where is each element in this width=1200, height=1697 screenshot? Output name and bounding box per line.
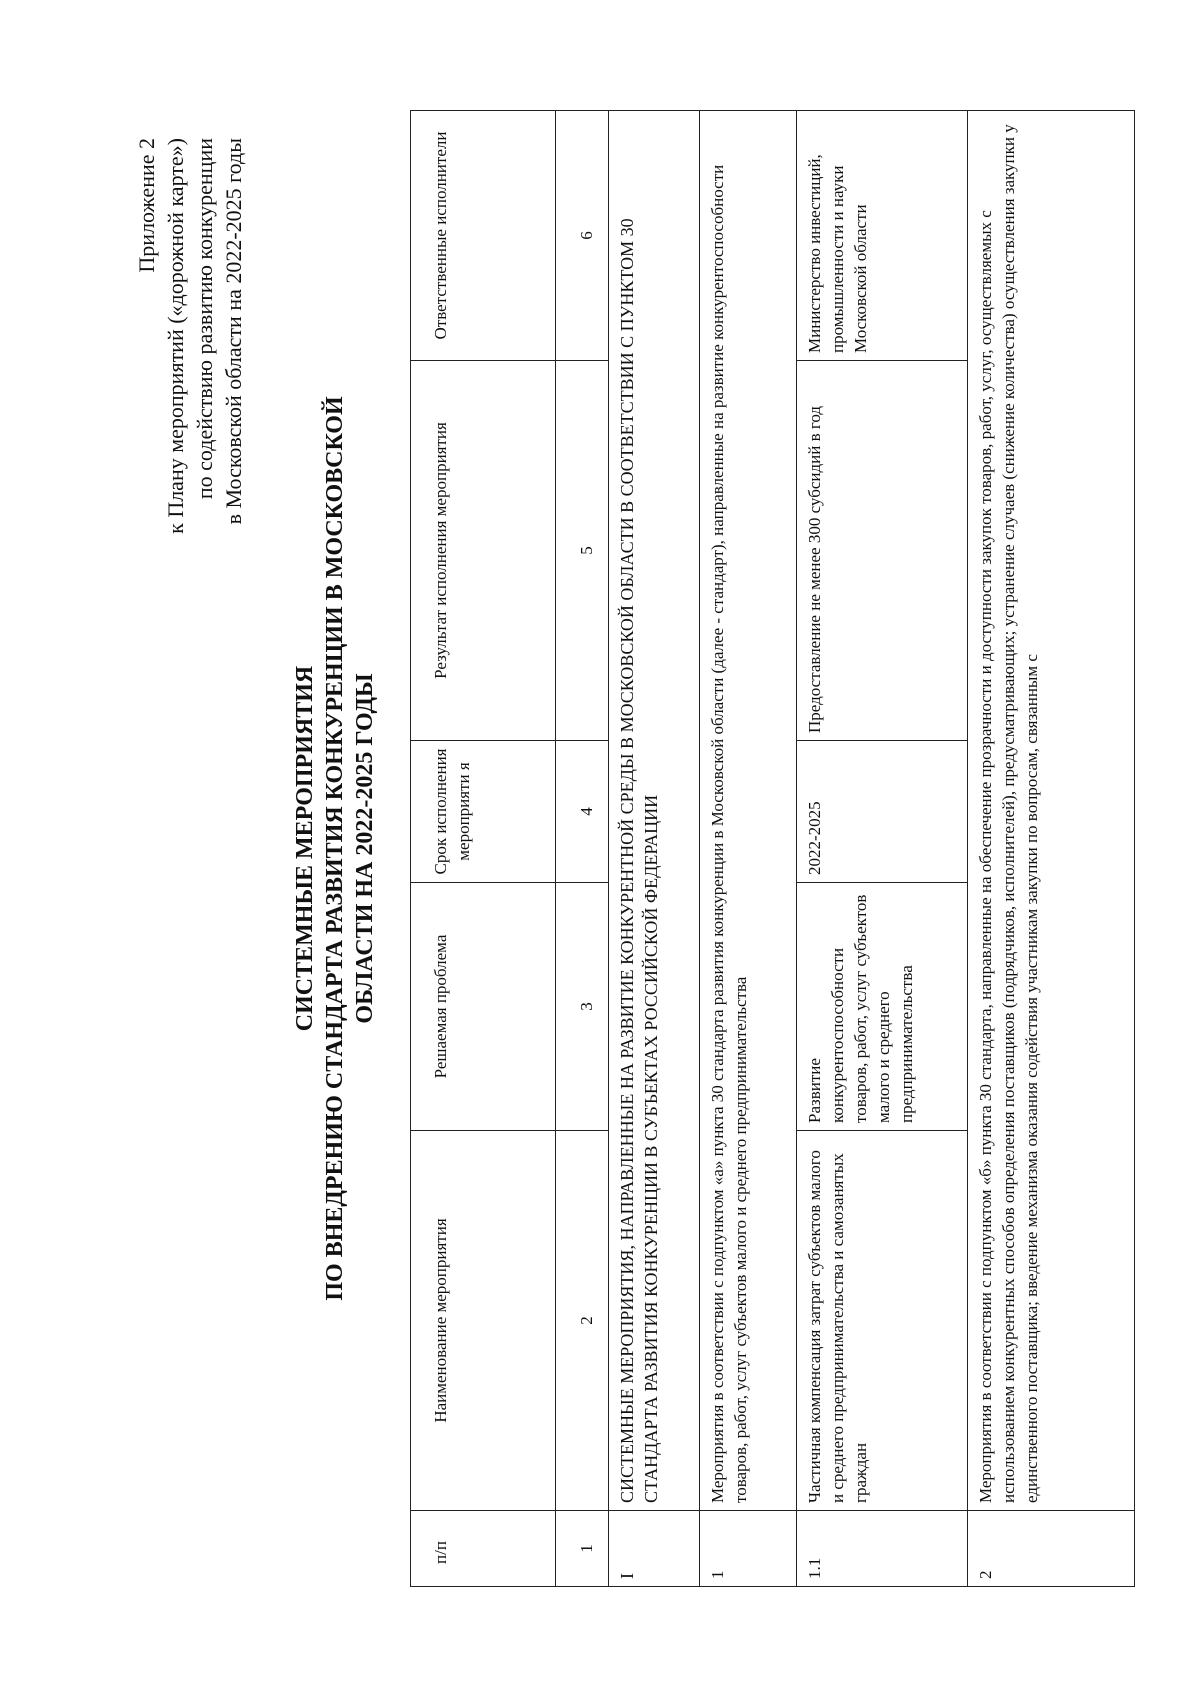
- document-title: [290, 0, 380, 1697]
- item-responsible: Министерство инвестиций, промышленности и науки Московской области: [797, 111, 968, 361]
- appendix-line-1: Приложение 2: [134, 138, 159, 273]
- column-number: 1: [556, 1511, 609, 1587]
- group-number: 2: [968, 1511, 1135, 1587]
- appendix-line-3: по содействию развитию конкуренции: [192, 138, 217, 500]
- measures-table: [410, 110, 1135, 1587]
- title-line-3: ОБЛАСТИ НА 2022-2025 ГОДЫ: [352, 673, 378, 1024]
- section-number: I: [609, 1511, 700, 1587]
- column-number: 5: [556, 361, 609, 741]
- header-result: Результат исполнения мероприятия: [411, 361, 556, 741]
- header-num: п/п: [411, 1511, 556, 1587]
- item-number: 1.1: [797, 1511, 968, 1587]
- group-row: [700, 111, 797, 1587]
- header-name: Наименование мероприятия: [411, 1131, 556, 1511]
- column-number: 6: [556, 111, 609, 361]
- appendix-line-2: к Плану мероприятий («дорожной карте»): [163, 138, 188, 534]
- item-name: Частичная компенсация затрат субъектов малого и среднего предпринимательства и самозанятых граждан: [797, 1131, 968, 1511]
- group-row: [968, 111, 1135, 1587]
- column-number: 4: [556, 741, 609, 883]
- column-number: 3: [556, 883, 609, 1131]
- appendix-line-4: в Московской области на 2022-2025 годы: [221, 138, 246, 525]
- table-row: [797, 111, 968, 1587]
- item-term: 2022-2025: [797, 741, 968, 883]
- title-line-2: ПО ВНЕДРЕНИЮ СТАНДАРТА РАЗВИТИЯ КОНКУРЕНЦИИ В МОСКОВСКОЙ: [322, 396, 348, 1301]
- item-problem: Развитие конкурентоспособности товаров, работ, услуг субъектов малого и среднего предпринимательства: [797, 883, 968, 1131]
- column-number: 2: [556, 1131, 609, 1511]
- header-problem: Решаемая проблема: [411, 883, 556, 1131]
- header-responsible: Ответственные исполнители: [411, 111, 556, 361]
- column-number-row: [556, 111, 609, 1587]
- group-number: 1: [700, 1511, 797, 1587]
- title-line-1: СИСТЕМНЫЕ МЕРОПРИЯТИЯ: [292, 665, 318, 1032]
- appendix-header: [132, 138, 248, 534]
- table-header-row: [411, 111, 556, 1587]
- item-result: Предоставление не менее 300 субсидий в год: [797, 361, 968, 741]
- section-title: СИСТЕМНЫЕ МЕРОПРИЯТИЯ, НАПРАВЛЕННЫЕ НА РАЗВИТИЕ КОНКУРЕНТНОЙ СРЕДЫ В МОСКОВСКОЙ ОБЛАСТИ В СООТВЕТСТВИИ С ПУНКТОМ 30 СТАНДАРТА РАЗВИТИЯ КОНКУРЕНЦИИ В СУБЪЕКТАХ РОССИЙСКОЙ ФЕДЕРАЦИИ: [609, 111, 700, 1511]
- group-text: Мероприятия в соответствии с подпунктом «а» пункта 30 стандарта развития конкуренции в Московской области (далее - стандарт), направленные на развитие конкурентоспособности товаров, работ, услуг субъектов малого и среднего предпринимательства: [700, 111, 797, 1511]
- header-term: Срок исполнения мероприяти я: [411, 741, 556, 883]
- group-text: Мероприятия в соответствии с подпунктом «б» пункта 30 стандарта, направленные на обеспечение прозрачности и доступности закупок товаров, работ, услуг, осуществляемых с использованием конкурентных способов определения поставщиков (подрядчиков, исполнителей), предусматривающих; устранение случаев (снижение количества) осуществления закупки у единственного поставщика; введение механизма оказания содействия участникам закупки по вопросам, связанным с: [968, 111, 1135, 1511]
- section-row: [609, 111, 700, 1587]
